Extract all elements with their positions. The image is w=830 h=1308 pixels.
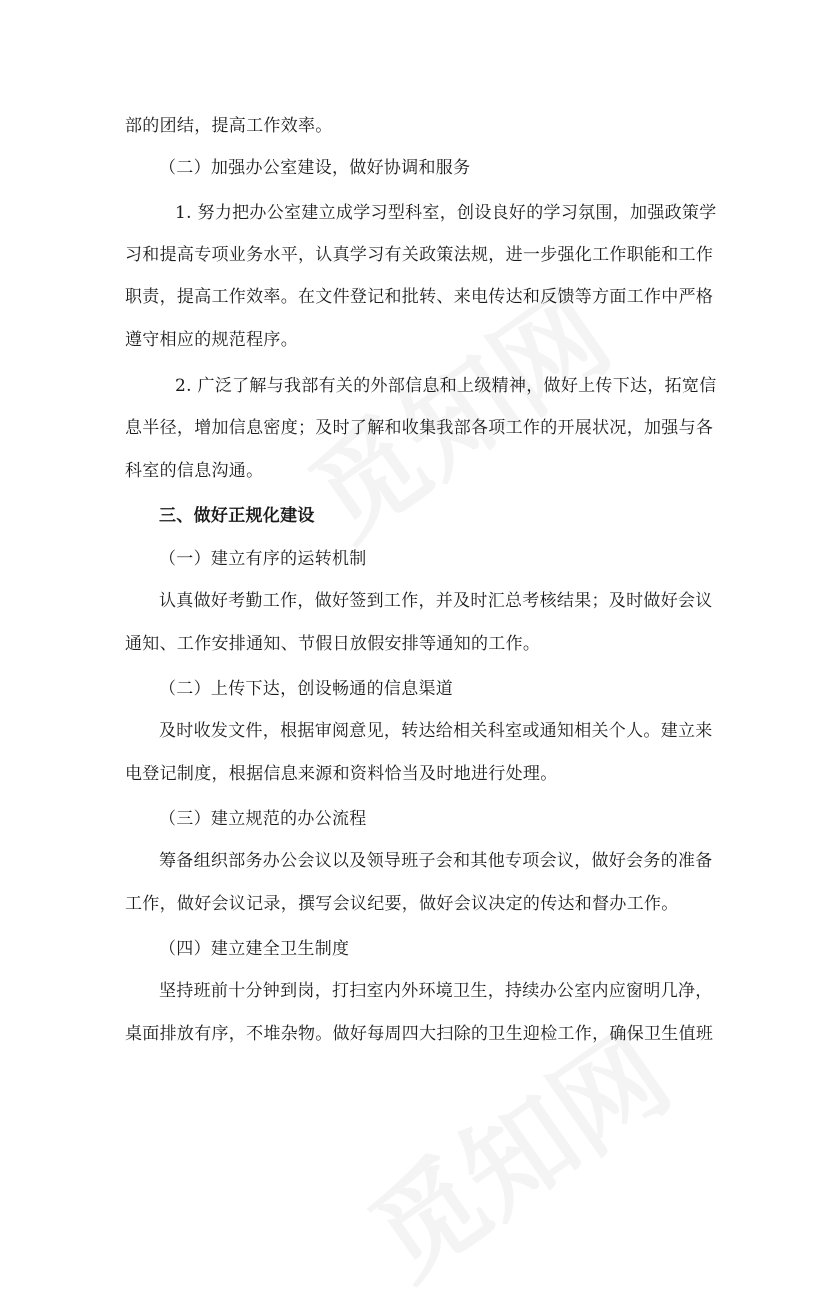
paragraph-line: 部的团结，提高工作效率。 bbox=[125, 116, 333, 136]
paragraph-line: 职责，提高工作效率。在文件登记和批转、来电传达和反馈等方面工作中严格 bbox=[125, 287, 714, 307]
paragraph-line: 息半径，增加信息密度；及时了解和收集我部各项工作的开展状况，加强与各 bbox=[125, 418, 714, 438]
paragraph-line: 工作，做好会议记录，撰写会议纪要，做好会议决定的传达和督办工作。 bbox=[125, 894, 679, 914]
section-heading: （一）建立有序的运转机制 bbox=[159, 549, 367, 569]
section-heading: （四）建立建全卫生制度 bbox=[159, 939, 350, 959]
section-heading: （三）建立规范的办公流程 bbox=[159, 809, 367, 829]
paragraph-line: 桌面排放有序，不堆杂物。做好每周四大扫除的卫生迎检工作，确保卫生值班 bbox=[125, 1024, 714, 1044]
paragraph-line: 筹备组织部务办公会议以及领导班子会和其他专项会议，做好会务的准备 bbox=[159, 851, 713, 871]
section-heading: （二）上传下达，创设畅通的信息渠道 bbox=[159, 679, 454, 699]
paragraph-line: 通知、工作安排通知、节假日放假安排等通知的工作。 bbox=[125, 634, 541, 654]
paragraph-line: 坚持班前十分钟到岗，打扫室内外环境卫生，持续办公室内应窗明几净， bbox=[159, 981, 713, 1001]
paragraph-line: 遵守相应的规范程序。 bbox=[125, 330, 298, 350]
paragraph-line: 电登记制度，根据信息来源和资料恰当及时地进行处理。 bbox=[125, 764, 558, 784]
section-heading: （二）加强办公室建设，做好协调和服务 bbox=[159, 158, 471, 178]
paragraph-line: 科室的信息沟通。 bbox=[125, 461, 264, 481]
paragraph-line: 及时收发文件，根据审阅意见，转达给相关科室或通知相关个人。建立来 bbox=[159, 721, 713, 741]
paragraph-line: 认真做好考勤工作，做好签到工作，并及时汇总考核结果；及时做好会议 bbox=[159, 591, 713, 611]
paragraph-line: 1. 努力把办公室建立成学习型科室，创设良好的学习氛围，加强政策学 bbox=[175, 203, 717, 223]
chapter-heading: 三、做好正规化建设 bbox=[159, 506, 315, 526]
paragraph-line: 习和提高专项业务水平，认真学习有关政策法规，进一步强化工作职能和工作 bbox=[125, 245, 714, 265]
paragraph-line: 2. 广泛了解与我部有关的外部信息和上级精神，做好上传下达，拓宽信 bbox=[175, 376, 717, 396]
